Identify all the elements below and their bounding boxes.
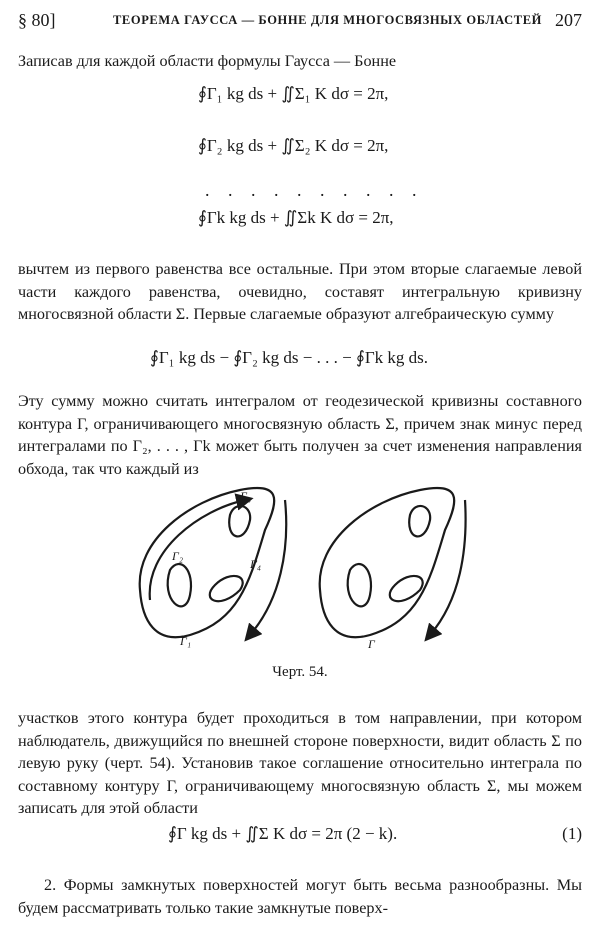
- running-title: ТЕОРЕМА ГАУССА — БОННЕ ДЛЯ МНОГОСВЯЗНЫХ ОБЛАСТЕЙ: [113, 13, 542, 27]
- label-gamma-1: Γ₁: [180, 634, 191, 648]
- label-gamma-4: Γ₄: [250, 557, 261, 571]
- paragraph-3: участков этого контура будет проходиться в том направлении, при котором наблюдатель, движущийся по внешней стороне поверхности, видит область Σ по левую руку (черт. 54). Установив такое соглашение относительно интеграла по составному контуру Γ, ограничивающему многосвязную область Σ, мы можем записать для этой области: [18, 709, 582, 818]
- equation-number: (1): [562, 824, 582, 843]
- label-gamma-2: Γ₂: [172, 549, 183, 563]
- page-number: 207: [555, 10, 582, 30]
- right-hole-2: [409, 506, 430, 536]
- ellipsis-row: . . . . . . . . . .: [205, 180, 424, 200]
- left-hole-2: [229, 506, 250, 536]
- label-gamma: Γ: [368, 637, 375, 651]
- right-side-arrow: [430, 500, 466, 635]
- section-number: § 80]: [18, 10, 56, 30]
- paragraph-4: 2. Формы замкнутых поверхностей могут быть весьма разнообразны. Мы будем рассматривать только такие замкнутые поверх-: [18, 876, 582, 917]
- equation-2: ∮Γ₂ kg ds + ∬Σ₂ K dσ = 2π,: [198, 136, 389, 155]
- left-hole-3: [210, 576, 243, 601]
- intro-text: Записав для каждой области формулы Гаусса — Бонне: [18, 52, 397, 70]
- label-gamma-3: Γ₃: [240, 489, 251, 503]
- equation-1: ∮Γ₁ kg ds + ∬Σ₁ K dσ = 2π,: [198, 84, 389, 103]
- figure-caption: Черт. 54.: [272, 664, 328, 680]
- equation-k: ∮Γk kg ds + ∬Σk K dσ = 2π,: [198, 208, 394, 227]
- paragraph-2: Эту сумму можно считать интегралом от геодезической кривизны составного контура Γ, ограничивающего многосвязную область Σ, причем знак минус перед интегралами по Γ₂, . . . , Γk может быть получен за счет изменения направления обхода, так что каждый из: [18, 392, 582, 478]
- equation-sum: ∮Γ₁ kg ds − ∮Γ₂ kg ds − . . . − ∮Γk kg ds.: [150, 348, 429, 367]
- equation-final: ∮Γ kg ds + ∬Σ K dσ = 2π (2 − k).: [168, 824, 398, 843]
- running-header: [18, 10, 582, 34]
- right-hole-3: [390, 576, 423, 601]
- right-hole-1: [348, 564, 371, 606]
- paragraph-1: вычтем из первого равенства все остальные. При этом вторые слагаемые левой части каждого равенства, очевидно, составят интегральную кривизну многосвязной области Σ. Первые слагаемые образуют алгебраическую сумму: [18, 260, 582, 324]
- right-surface-outline: [320, 488, 455, 637]
- figure-54: [130, 470, 470, 660]
- left-hole-1: [168, 564, 191, 606]
